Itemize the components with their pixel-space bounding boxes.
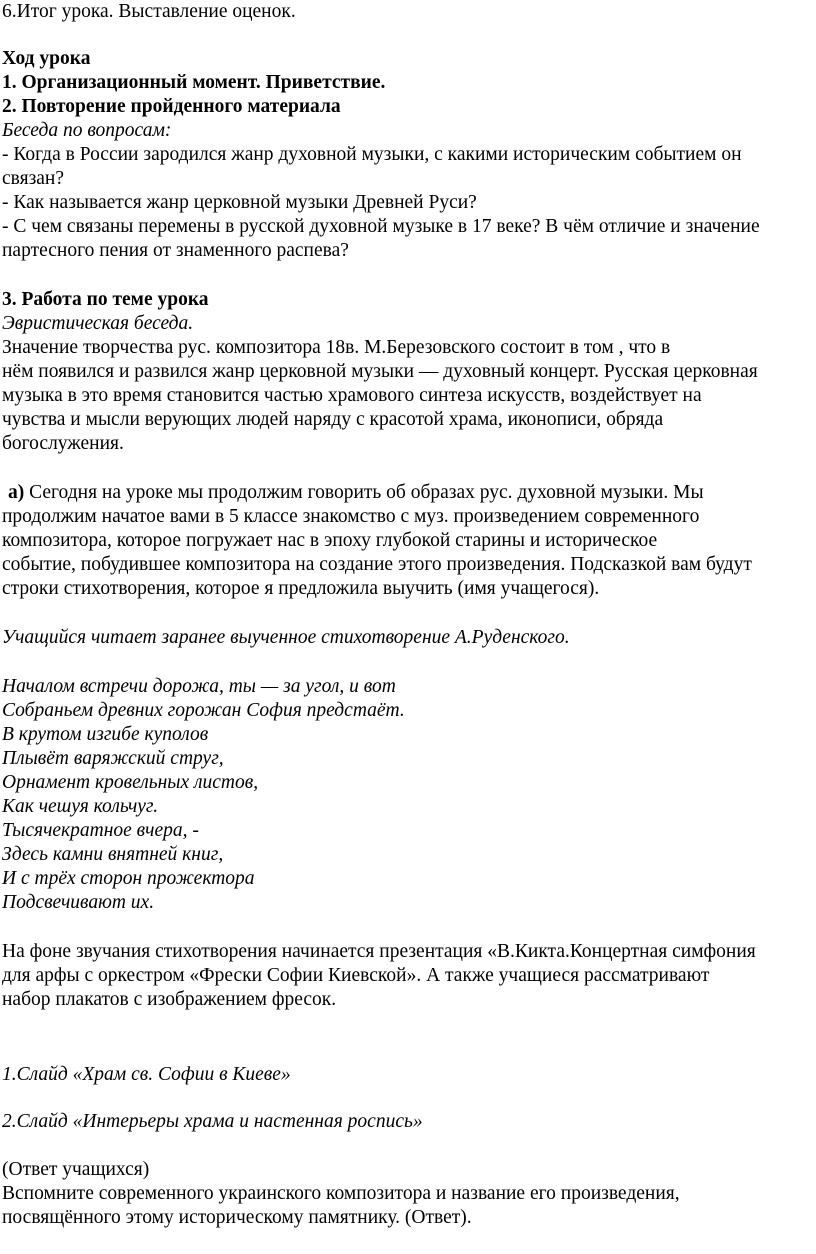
step3-subheading: Эвристическая беседа.	[2, 313, 194, 334]
paragraph-line: богослужения.	[2, 433, 124, 454]
paragraph-line: продолжим начатое вами в 5 классе знакомство с муз. произведением современного	[2, 506, 700, 527]
question-line: - Как называется жанр церковной музыки Древней Руси?	[2, 192, 477, 213]
poem-line: Началом встречи дорожа, ты — за угол, и вот	[2, 676, 396, 697]
paragraph-line: нём появился и развился жанр церковной музыки — духовный концерт. Русская церковная	[2, 361, 758, 382]
question-line: партесного пения от знаменного распева?	[2, 240, 349, 261]
paragraph-line: набор плакатов с изображением фресок.	[2, 989, 337, 1010]
paragraph-a-first-line	[8, 481, 704, 505]
lesson-summary-line: 6.Итог урока. Выставление оценок.	[2, 1, 296, 22]
paragraph-line: Значение творчества рус. композитора 18в. М.Березовского состоит в том , что в	[2, 337, 671, 358]
question-line: - Когда в России зародился жанр духовной музыки, с какими историческим событием он	[2, 144, 742, 165]
poem-line: Подсвечивают их.	[2, 892, 155, 913]
poem-line: Тысячекратное вчера, -	[2, 820, 199, 841]
paragraph-line: событие, побудившее композитора на создание этого произведения. Подсказкой вам будут	[2, 554, 752, 575]
paragraph-line: чувства и мысли верующих людей наряду с красотой храма, иконописи, обряда	[2, 409, 664, 430]
step2-heading: 2. Повторение пройденного материала	[2, 96, 341, 117]
poem-line: И с трёх сторон прожектора	[2, 868, 255, 889]
paragraph-line: посвящённого этому историческому памятнику. (Ответ).	[2, 1207, 472, 1228]
paragraph-line: На фоне звучания стихотворения начинается презентация «В.Кикта.Концертная симфония	[2, 941, 756, 962]
item-a-label: а)	[8, 482, 25, 503]
poem-line: Орнамент кровельных листов,	[2, 772, 259, 793]
course-heading: Ход урока	[2, 48, 91, 69]
paragraph-a-text: Сегодня на уроке мы продолжим говорить об образах рус. духовной музыки. Мы	[24, 482, 704, 503]
slide-1-caption: 1.Слайд «Храм св. Софии в Киеве»	[2, 1064, 291, 1085]
poem-line: Плывёт варяжский струг,	[2, 748, 224, 769]
step1-heading: 1. Организационный момент. Приветствие.	[2, 72, 386, 93]
student-reads-note: Учащийся читает заранее выученное стихотворение А.Руденского.	[2, 627, 570, 648]
paragraph-line: музыка в это время становится частью храмового синтеза искусств, воздействует на	[2, 385, 702, 406]
step3-heading: 3. Работа по теме урока	[2, 289, 209, 310]
slide-2-caption: 2.Слайд «Интерьеры храма и настенная роспись»	[2, 1111, 423, 1132]
student-answer-note: (Ответ учащихся)	[2, 1159, 150, 1180]
paragraph-line: композитора, которое погружает нас в эпоху глубокой старины и историческое	[2, 530, 658, 551]
question-line: связан?	[2, 168, 65, 189]
poem-line: Как чешуя кольчуг.	[2, 796, 159, 817]
paragraph-line: для арфы с оркестром «Фрески Софии Киевской». А также учащиеся рассматривают	[2, 965, 710, 986]
paragraph-line: Вспомните современного украинского композитора и название его произведения,	[2, 1183, 680, 1204]
poem-line: Собраньем древних горожан София предстаёт.	[2, 700, 405, 721]
step2-subheading: Беседа по вопросам:	[2, 120, 172, 141]
poem-line: В крутом изгибе куполов	[2, 724, 209, 745]
paragraph-line: строки стихотворения, которое я предложила выучить (имя учащегося).	[2, 578, 600, 599]
question-line: - С чем связаны перемены в русской духовной музыке в 17 веке? В чём отличие и значение	[2, 216, 760, 237]
poem-line: Здесь камни внятней книг,	[2, 844, 224, 865]
